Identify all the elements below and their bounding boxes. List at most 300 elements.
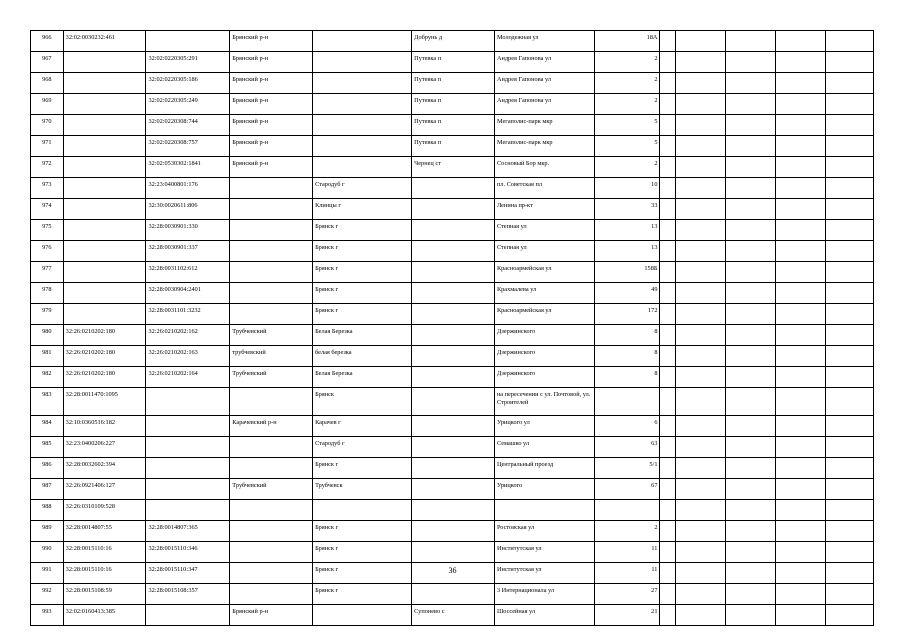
table-row [31, 157, 874, 178]
empty-cell [825, 283, 873, 304]
district-cell [230, 437, 313, 458]
table-row [31, 388, 874, 416]
empty-cell [775, 458, 825, 479]
empty-cell [660, 500, 675, 521]
empty-cell [725, 52, 775, 73]
city-cell [313, 115, 412, 136]
table-row [31, 542, 874, 563]
street-cell: Андрея Гапонова ул [494, 73, 594, 94]
table-row [31, 437, 874, 458]
cadastral-number-parcel [63, 199, 146, 220]
settlement-cell [412, 584, 495, 605]
district-cell: Брянский р-н [230, 115, 313, 136]
empty-cell [775, 325, 825, 346]
cadastral-number-building: 32:28:0015110:347 [146, 563, 230, 584]
settlement-cell [412, 437, 495, 458]
row-number: 966 [31, 31, 64, 52]
empty-cell [775, 178, 825, 199]
settlement-cell [412, 262, 495, 283]
row-number: 971 [31, 136, 64, 157]
settlement-cell [412, 178, 495, 199]
row-number: 984 [31, 416, 64, 437]
row-number: 972 [31, 157, 64, 178]
district-cell: трубчевский [230, 346, 313, 367]
cadastral-number-building [146, 479, 230, 500]
empty-cell [675, 52, 725, 73]
district-cell: Брянский р-н [230, 94, 313, 115]
street-cell: Мегаполис-парк мкр [494, 136, 594, 157]
empty-cell [660, 325, 675, 346]
table-row [31, 479, 874, 500]
house-number-cell: 5 [595, 136, 660, 157]
table-row [31, 178, 874, 199]
empty-cell [825, 52, 873, 73]
table-row [31, 115, 874, 136]
empty-cell [775, 31, 825, 52]
cadastral-number-building [146, 437, 230, 458]
district-cell [230, 542, 313, 563]
settlement-cell [412, 241, 495, 262]
house-number-cell: 11 [595, 542, 660, 563]
empty-cell [675, 346, 725, 367]
settlement-cell [412, 500, 495, 521]
empty-cell [725, 605, 775, 626]
cadastral-number-parcel: 32:28:0015110:16 [63, 542, 146, 563]
empty-cell [775, 388, 825, 416]
empty-cell [775, 437, 825, 458]
table-row [31, 304, 874, 325]
settlement-cell: Чернец ст [412, 157, 495, 178]
empty-cell [675, 605, 725, 626]
table-row [31, 367, 874, 388]
street-cell: Институтская ул [494, 542, 594, 563]
empty-cell [775, 136, 825, 157]
cadastral-number-parcel [63, 304, 146, 325]
city-cell: Трубчевск [313, 479, 412, 500]
empty-cell [775, 605, 825, 626]
empty-cell [775, 115, 825, 136]
house-number-cell: 67 [595, 479, 660, 500]
empty-cell [825, 479, 873, 500]
house-number-cell: 2 [595, 94, 660, 115]
house-number-cell: 158Б [595, 262, 660, 283]
cadastral-number-parcel [63, 262, 146, 283]
cadastral-number-building: 32:28:0031101:3232 [146, 304, 230, 325]
house-number-cell: 63 [595, 437, 660, 458]
cadastral-number-parcel: 32:26:0210202:180 [63, 346, 146, 367]
empty-cell [660, 157, 675, 178]
empty-cell [675, 458, 725, 479]
city-cell: Клинцы г [313, 199, 412, 220]
row-number: 974 [31, 199, 64, 220]
empty-cell [725, 73, 775, 94]
table-row [31, 136, 874, 157]
street-cell: Институтская ул [494, 563, 594, 584]
empty-cell [725, 283, 775, 304]
empty-cell [775, 157, 825, 178]
street-cell: Урицкого [494, 479, 594, 500]
empty-cell [775, 367, 825, 388]
empty-cell [675, 325, 725, 346]
house-number-cell: 27 [595, 584, 660, 605]
empty-cell [660, 262, 675, 283]
settlement-cell [412, 220, 495, 241]
empty-cell [660, 584, 675, 605]
house-number-cell: 2 [595, 52, 660, 73]
empty-cell [675, 283, 725, 304]
empty-cell [675, 416, 725, 437]
street-cell: Ростовская ул [494, 521, 594, 542]
city-cell: Брянск [313, 388, 412, 416]
cadastral-number-parcel: 32:28:0032602:394 [63, 458, 146, 479]
empty-cell [725, 199, 775, 220]
district-cell: Брянский р-н [230, 52, 313, 73]
settlement-cell [412, 283, 495, 304]
empty-cell [725, 262, 775, 283]
street-cell: Степная ул [494, 241, 594, 262]
city-cell: Брянск г [313, 563, 412, 584]
settlement-cell: Путевка п [412, 136, 495, 157]
table-row [31, 605, 874, 626]
settlement-cell: Путевка п [412, 94, 495, 115]
empty-cell [660, 542, 675, 563]
empty-cell [725, 521, 775, 542]
district-cell: Трубчевский [230, 367, 313, 388]
cadastral-number-building: 32:28:0030904:2401 [146, 283, 230, 304]
district-cell: Брянский р-н [230, 31, 313, 52]
cadastral-number-parcel: 32:28:0011470:1095 [63, 388, 146, 416]
house-number-cell: 172 [595, 304, 660, 325]
city-cell: Стародуб г [313, 437, 412, 458]
empty-cell [660, 220, 675, 241]
cadastral-number-parcel: 32:02:0160413:385 [63, 605, 146, 626]
city-cell: белая березка [313, 346, 412, 367]
city-cell: Стародуб г [313, 178, 412, 199]
empty-cell [660, 115, 675, 136]
empty-cell [725, 584, 775, 605]
empty-cell [725, 479, 775, 500]
district-cell: Брянский р-н [230, 605, 313, 626]
empty-cell [675, 584, 725, 605]
row-number: 970 [31, 115, 64, 136]
cadastral-number-building: 32:26:0210202:163 [146, 346, 230, 367]
cadastral-number-parcel: 32:10:0360516:182 [63, 416, 146, 437]
cadastral-number-building [146, 458, 230, 479]
cadastral-number-parcel: 32:28:0014807:55 [63, 521, 146, 542]
district-cell [230, 304, 313, 325]
district-cell: Брянский р-н [230, 136, 313, 157]
empty-cell [725, 115, 775, 136]
street-cell: Андрея Гапонова ул [494, 94, 594, 115]
empty-cell [775, 94, 825, 115]
empty-cell [775, 584, 825, 605]
district-cell: Брянский р-н [230, 157, 313, 178]
empty-cell [660, 479, 675, 500]
cadastral-number-building: 32:02:0220305:186 [146, 73, 230, 94]
empty-cell [825, 73, 873, 94]
row-number: 967 [31, 52, 64, 73]
empty-cell [825, 94, 873, 115]
district-cell [230, 262, 313, 283]
empty-cell [725, 346, 775, 367]
empty-cell [725, 94, 775, 115]
empty-cell [675, 178, 725, 199]
table-row [31, 241, 874, 262]
row-number: 980 [31, 325, 64, 346]
city-cell: Брянск г [313, 220, 412, 241]
empty-cell [775, 346, 825, 367]
cadastral-number-building: 32:26:0210202:162 [146, 325, 230, 346]
cadastral-number-parcel [63, 136, 146, 157]
cadastral-number-parcel: 32:28:0015110:16 [63, 563, 146, 584]
empty-cell [725, 367, 775, 388]
table-row [31, 416, 874, 437]
settlement-cell [412, 521, 495, 542]
street-cell [494, 500, 594, 521]
house-number-cell: 33 [595, 199, 660, 220]
district-cell: Карачевский р-н [230, 416, 313, 437]
house-number-cell: 5/1 [595, 458, 660, 479]
settlement-cell: Путевка п [412, 73, 495, 94]
house-number-cell: 21 [595, 605, 660, 626]
empty-cell [775, 220, 825, 241]
row-number: 978 [31, 283, 64, 304]
house-number-cell: 8 [595, 367, 660, 388]
cadastral-number-building: 32:28:0030901:337 [146, 241, 230, 262]
house-number-cell: 2 [595, 521, 660, 542]
empty-cell [725, 388, 775, 416]
table-row [31, 199, 874, 220]
empty-cell [825, 584, 873, 605]
house-number-cell: 13 [595, 220, 660, 241]
empty-cell [825, 241, 873, 262]
empty-cell [675, 521, 725, 542]
row-number: 988 [31, 500, 64, 521]
street-cell: Сосновый Бор мкр. [494, 157, 594, 178]
table-row [31, 31, 874, 52]
empty-cell [660, 52, 675, 73]
table-row [31, 584, 874, 605]
empty-cell [775, 304, 825, 325]
empty-cell [675, 437, 725, 458]
cadastral-number-building: 32:28:0014807:365 [146, 521, 230, 542]
house-number-cell: 2 [595, 157, 660, 178]
city-cell: Брянск г [313, 542, 412, 563]
table-row [31, 458, 874, 479]
house-number-cell: 18А [595, 31, 660, 52]
street-cell: Ленина пр-кт [494, 199, 594, 220]
settlement-cell [412, 416, 495, 437]
empty-cell [775, 262, 825, 283]
district-cell [230, 178, 313, 199]
empty-cell [725, 220, 775, 241]
cadastral-number-parcel [63, 241, 146, 262]
house-number-cell: 6 [595, 416, 660, 437]
cadastral-number-building: 32:02:0220305:249 [146, 94, 230, 115]
table-row [31, 521, 874, 542]
street-cell: Дзержинского [494, 346, 594, 367]
table-row [31, 283, 874, 304]
street-cell: Андрея Гапонова ул [494, 52, 594, 73]
empty-cell [775, 73, 825, 94]
empty-cell [825, 325, 873, 346]
empty-cell [675, 304, 725, 325]
empty-cell [725, 178, 775, 199]
table-row [31, 220, 874, 241]
house-number-cell: 13 [595, 241, 660, 262]
row-number: 992 [31, 584, 64, 605]
cadastral-number-parcel: 32:02:0030232:461 [63, 31, 146, 52]
empty-cell [775, 479, 825, 500]
settlement-cell [412, 479, 495, 500]
empty-cell [660, 73, 675, 94]
city-cell [313, 500, 412, 521]
street-cell: Шоссейная ул [494, 605, 594, 626]
cadastral-number-building [146, 605, 230, 626]
cadastral-number-building: 32:23:0400801:176 [146, 178, 230, 199]
empty-cell [825, 458, 873, 479]
house-number-cell: 8 [595, 325, 660, 346]
cadastral-number-parcel: 32:26:0310109:528 [63, 500, 146, 521]
empty-cell [825, 31, 873, 52]
empty-cell [825, 304, 873, 325]
table-body [31, 31, 874, 626]
district-cell [230, 458, 313, 479]
row-number: 987 [31, 479, 64, 500]
city-cell: Карачев г [313, 416, 412, 437]
street-cell: Центральный проезд [494, 458, 594, 479]
district-cell [230, 500, 313, 521]
city-cell [313, 94, 412, 115]
row-number: 968 [31, 73, 64, 94]
street-cell: Мегаполис-парк мкр [494, 115, 594, 136]
row-number: 981 [31, 346, 64, 367]
district-cell [230, 241, 313, 262]
empty-cell [775, 542, 825, 563]
empty-cell [660, 283, 675, 304]
cadastral-number-parcel [63, 115, 146, 136]
row-number: 986 [31, 458, 64, 479]
district-cell: Брянский р-н [230, 73, 313, 94]
empty-cell [725, 241, 775, 262]
row-number: 975 [31, 220, 64, 241]
cadastral-number-building: 32:28:0030901:330 [146, 220, 230, 241]
city-cell: Брянск г [313, 262, 412, 283]
empty-cell [725, 416, 775, 437]
empty-cell [825, 521, 873, 542]
cadastral-number-parcel: 32:26:0210202:180 [63, 325, 146, 346]
table-row [31, 346, 874, 367]
street-cell: Красноармейская ул [494, 262, 594, 283]
empty-cell [675, 31, 725, 52]
empty-cell [660, 346, 675, 367]
empty-cell [775, 521, 825, 542]
empty-cell [725, 304, 775, 325]
cadastral-number-building: 32:28:0031102:612 [146, 262, 230, 283]
empty-cell [660, 605, 675, 626]
cadastral-number-parcel [63, 283, 146, 304]
row-number: 985 [31, 437, 64, 458]
cadastral-number-parcel: 32:26:0210202:180 [63, 367, 146, 388]
cadastral-number-building [146, 31, 230, 52]
empty-cell [725, 458, 775, 479]
city-cell [313, 136, 412, 157]
street-cell: 3 Интернационала ул [494, 584, 594, 605]
row-number: 982 [31, 367, 64, 388]
empty-cell [825, 178, 873, 199]
empty-cell [825, 115, 873, 136]
empty-cell [775, 199, 825, 220]
street-cell: Красноармейская ул [494, 304, 594, 325]
empty-cell [660, 241, 675, 262]
row-number: 983 [31, 388, 64, 416]
empty-cell [660, 521, 675, 542]
empty-cell [725, 542, 775, 563]
empty-cell [775, 416, 825, 437]
row-number: 989 [31, 521, 64, 542]
empty-cell [825, 388, 873, 416]
settlement-cell [412, 325, 495, 346]
district-cell: Трубчевский [230, 479, 313, 500]
row-number: 990 [31, 542, 64, 563]
house-number-cell: 8 [595, 346, 660, 367]
empty-cell [725, 325, 775, 346]
city-cell [313, 52, 412, 73]
empty-cell [675, 367, 725, 388]
cadastral-number-building: 32:26:0210202:164 [146, 367, 230, 388]
empty-cell [675, 262, 725, 283]
empty-cell [775, 241, 825, 262]
table-row [31, 73, 874, 94]
city-cell: Брянск г [313, 521, 412, 542]
cadastral-number-parcel [63, 178, 146, 199]
street-cell: пл. Советская пл [494, 178, 594, 199]
empty-cell [825, 605, 873, 626]
empty-cell [675, 388, 725, 416]
empty-cell [825, 367, 873, 388]
cadastral-number-parcel [63, 73, 146, 94]
district-cell: Трубчевский [230, 325, 313, 346]
settlement-cell: Добрунь д [412, 31, 495, 52]
district-cell [230, 388, 313, 416]
register-table [30, 30, 874, 626]
cadastral-number-building: 32:02:0220308:744 [146, 115, 230, 136]
empty-cell [825, 346, 873, 367]
table-row [31, 325, 874, 346]
empty-cell [775, 500, 825, 521]
city-cell: Белая Березка [313, 367, 412, 388]
cadastral-number-building [146, 416, 230, 437]
city-cell [313, 31, 412, 52]
row-number: 991 [31, 563, 64, 584]
row-number: 979 [31, 304, 64, 325]
cadastral-number-building: 32:28:0015108:357 [146, 584, 230, 605]
city-cell [313, 73, 412, 94]
empty-cell [825, 199, 873, 220]
empty-cell [675, 542, 725, 563]
empty-cell [725, 31, 775, 52]
street-cell: Степная ул [494, 220, 594, 241]
street-cell: Молодежная ул [494, 31, 594, 52]
settlement-cell: Супонево с [412, 605, 495, 626]
empty-cell [660, 199, 675, 220]
page-number: 36 [448, 566, 457, 575]
house-number-cell: 49 [595, 283, 660, 304]
house-number-cell [595, 388, 660, 416]
empty-cell [675, 73, 725, 94]
city-cell [313, 605, 412, 626]
district-cell [230, 283, 313, 304]
